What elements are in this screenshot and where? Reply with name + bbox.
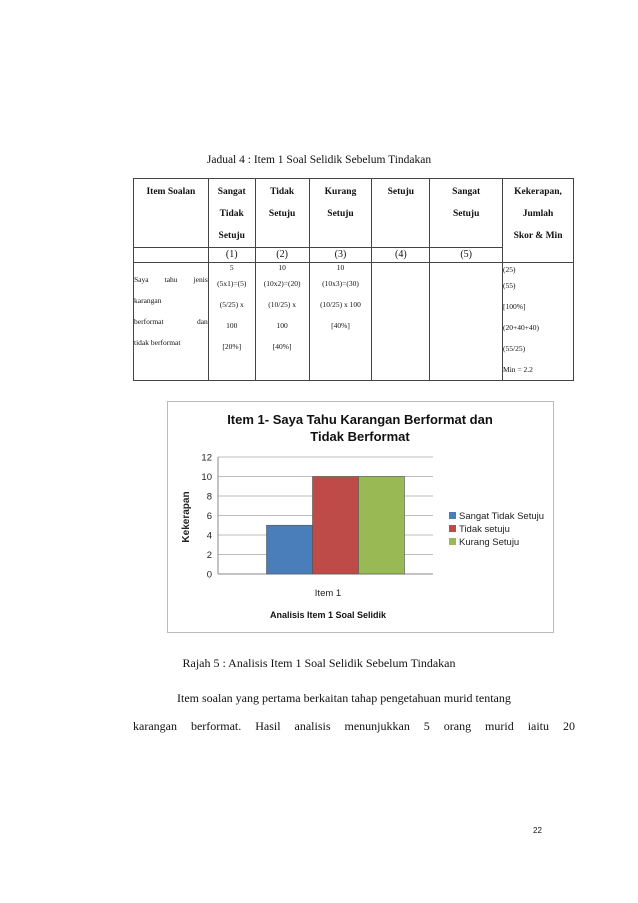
table-header-row [134,179,574,248]
data-cell-col1: 5 (5x1)=(5) (5/25) x 100 [20%] [208,263,255,381]
legend-swatch [449,538,456,545]
bar-kurang-setuju [359,477,405,575]
item-question-cell: Saya tahu jenis karangan berformat dan tidak berformat [134,263,209,381]
header-setuju: Setuju [372,179,430,248]
chart-title-line1: Item 1- Saya Tahu Karangan Berformat dan [227,412,493,427]
legend-label: Tidak setuju [459,524,510,535]
y-tick-label: 8 [206,491,212,503]
data-cell-col2: 10 (10x2)=(20) (10/25) x 100 [40%] [255,263,309,381]
bar-chart [167,401,554,633]
chart-xlabel: Analisis Item 1 Soal Selidik [269,610,387,620]
header-sangat-tidak-setuju: Sangat Tidak Setuju [208,179,255,248]
chart-title-line2: Tidak Berformat [310,429,410,444]
chart-category-label: Item 1 [314,588,342,599]
bar-tidak-setuju [313,477,359,575]
number-cell: (5) [430,248,503,263]
y-tick-label: 4 [206,530,212,542]
figure-caption: Rajah 5 : Analisis Item 1 Soal Selidik Sebelum Tindakan [182,656,456,670]
data-cell-col5 [430,263,503,381]
chart-ylabel: Kekerapan [181,491,192,543]
y-tick-label: 0 [206,569,212,581]
paragraph-line-1: Item soalan yang pertama berkaitan tahap pengetahuan murid tentang [177,691,511,705]
survey-table [133,178,574,381]
header-sangat-setuju: Sangat Setuju [430,179,503,248]
number-cell: (4) [372,248,430,263]
legend-label: Kurang Setuju [459,537,520,548]
legend-label: Sangat Tidak Setuju [459,511,545,522]
data-cell-col4 [372,263,430,381]
header-kekerapan: Kekerapan, Jumlah Skor & Min [503,179,574,263]
header-kurang-setuju: Kurang Setuju [309,179,372,248]
header-tidak-setuju: Tidak Setuju [255,179,309,248]
data-cell-col3: 10 (10x3)=(30) (10/25) x 100 [40%] [309,263,372,381]
legend-swatch [449,512,456,519]
y-tick-label: 2 [206,550,212,561]
table-data-row [134,263,574,381]
bar-sangat-tidak-setuju [267,525,313,574]
header-item-soalan: Item Soalan [134,179,209,248]
number-cell: (3) [309,248,372,263]
legend-swatch [449,525,456,532]
number-cell-empty [134,248,209,263]
chart-svg [168,402,553,632]
paragraph-line-2: karangan berformat. Hasil analisis menunjukkan 5 orang murid iaitu 20 [133,719,575,733]
y-tick-label: 10 [201,472,212,483]
table-caption: Jadual 4 : Item 1 Soal Selidik Sebelum Tindakan [206,154,432,166]
y-tick-label: 6 [206,511,212,522]
number-cell: (1) [208,248,255,263]
y-tick-label: 12 [201,452,212,464]
page-number: 22 [533,826,542,835]
number-cell: (2) [255,248,309,263]
data-cell-kekerapan: (25) (55) [100%] (20+40+40) (55/25) Min = 2.2 [503,263,574,381]
